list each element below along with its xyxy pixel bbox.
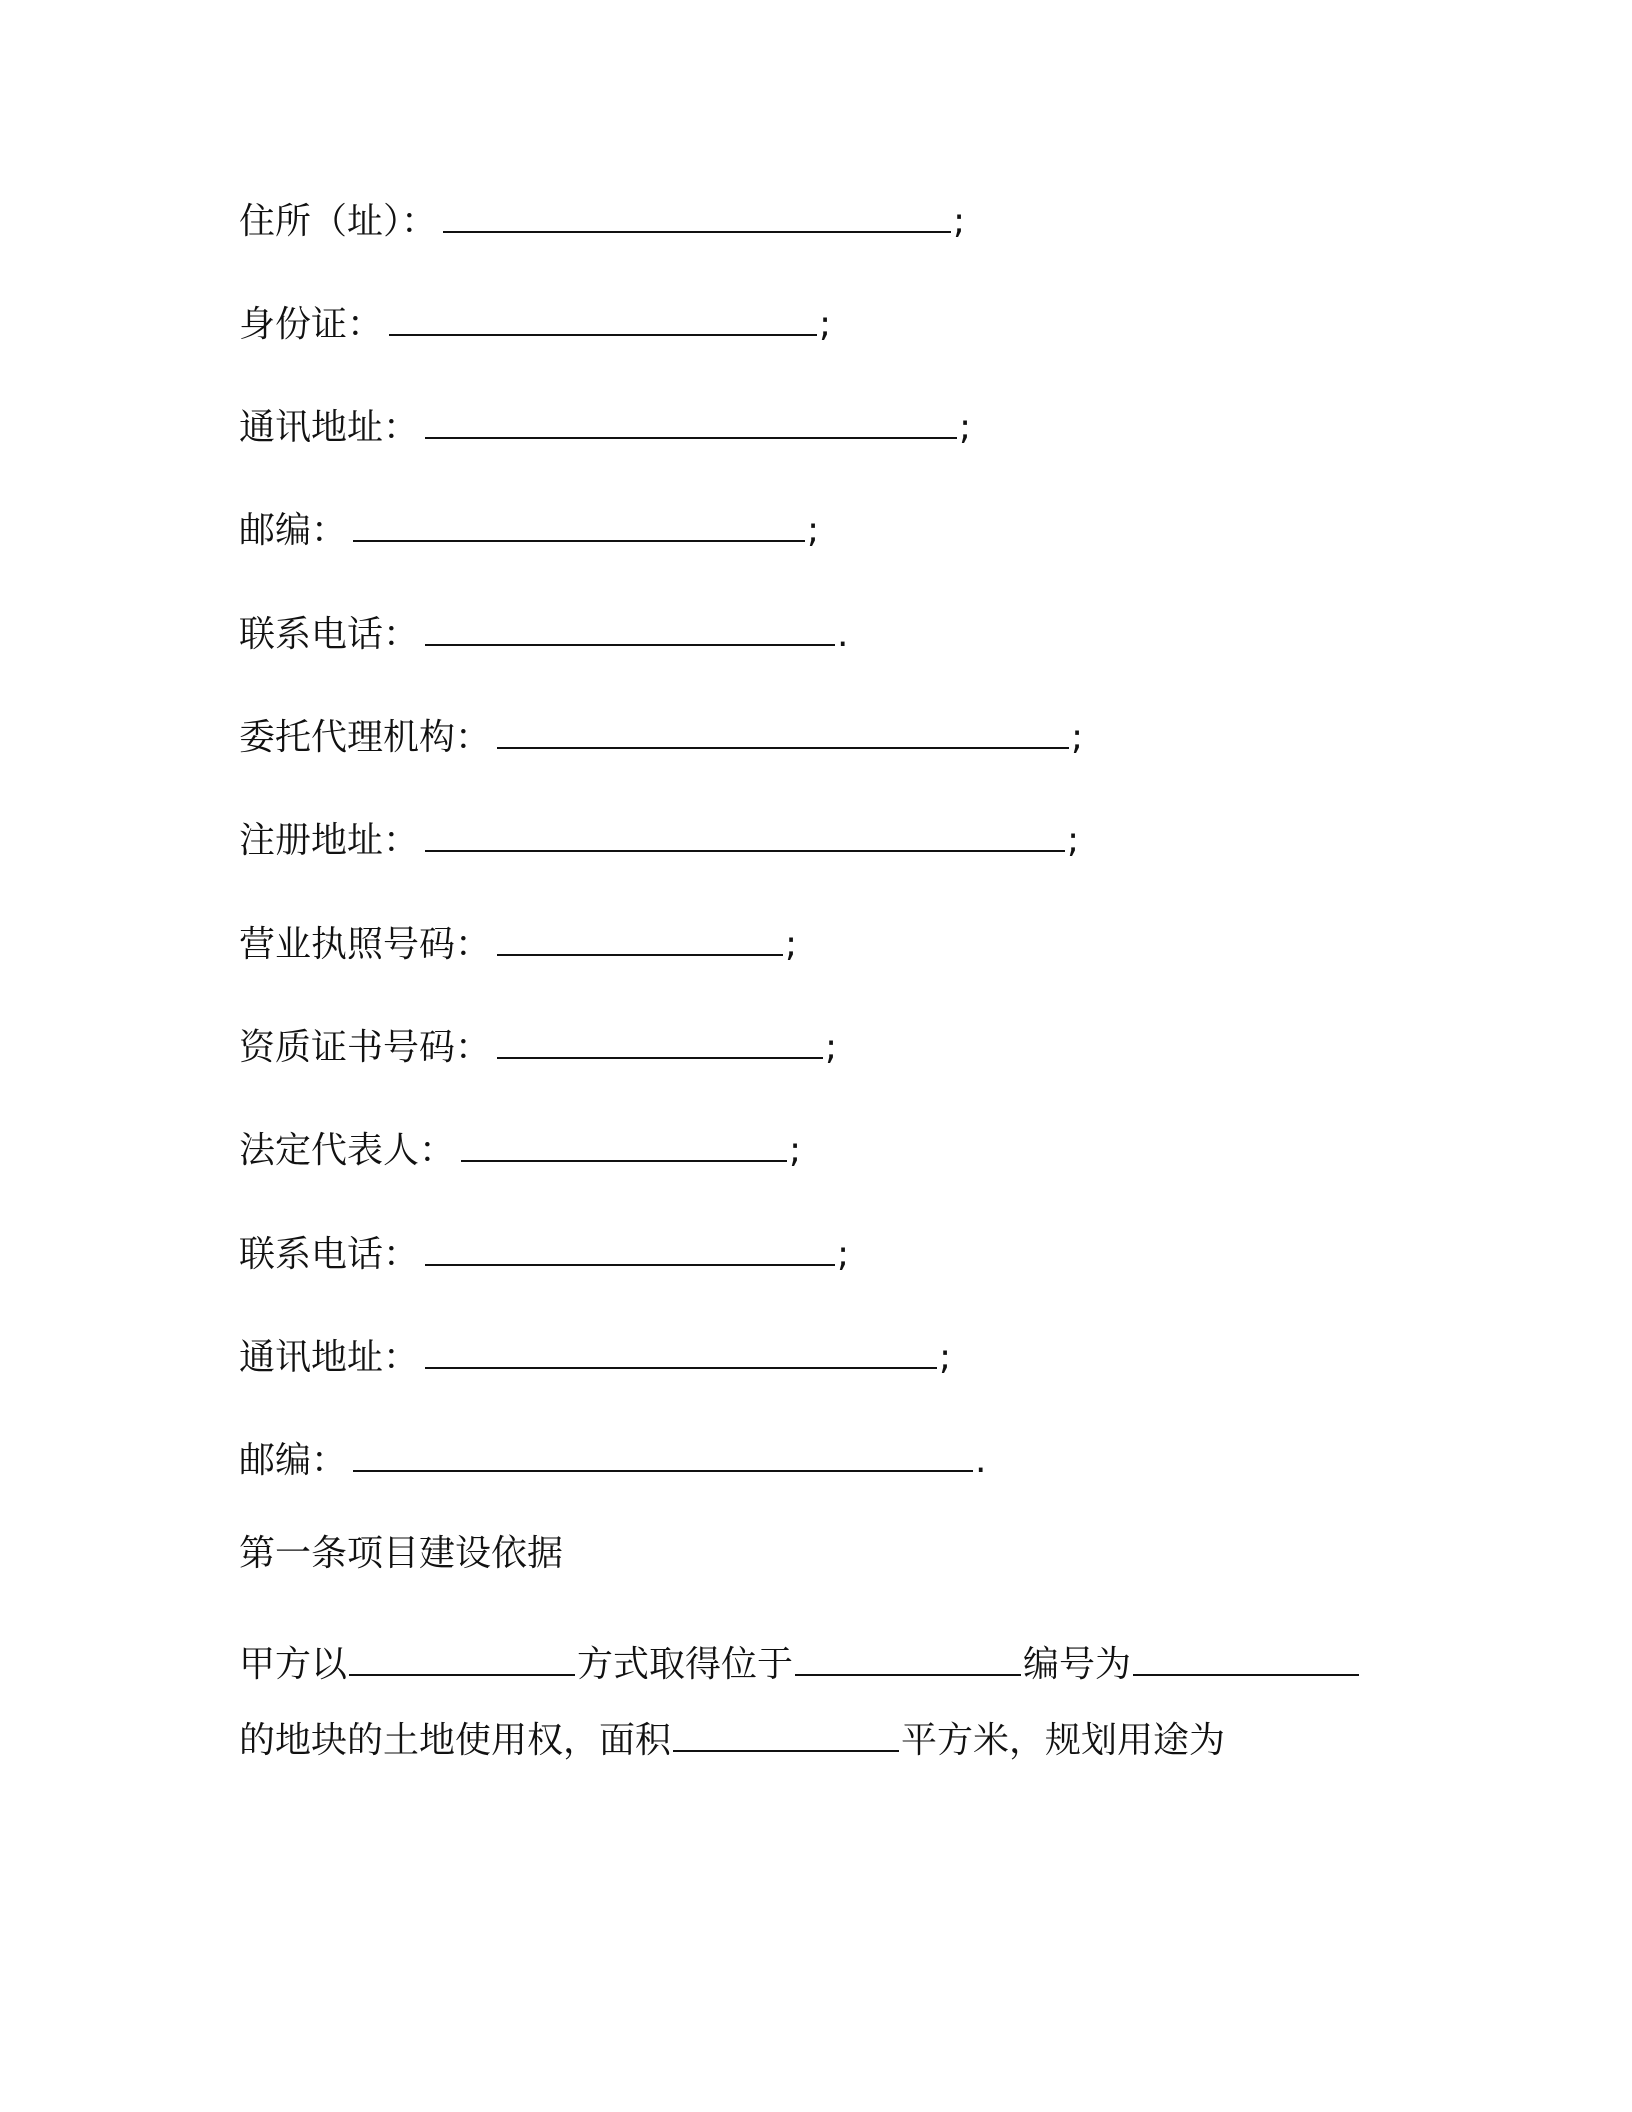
article-paragraph-line-1 — [239, 1636, 1361, 1689]
fill-blank[interactable] — [497, 916, 783, 956]
field-end-punct: ; — [939, 1337, 952, 1378]
field-end-punct: ; — [785, 924, 798, 965]
field-business-license — [239, 916, 797, 969]
paragraph-text: 编号为 — [1023, 1644, 1132, 1685]
fill-blank[interactable] — [425, 812, 1065, 852]
field-label: 营业执照号码： — [239, 924, 492, 965]
field-end-punct: ; — [807, 510, 820, 551]
fill-blank[interactable] — [461, 1122, 787, 1162]
field-label: 住所（址）： — [239, 201, 438, 242]
field-postcode — [239, 502, 819, 555]
field-label: 联系电话： — [239, 614, 420, 655]
field-mailing-address — [239, 399, 971, 452]
field-mailing-address-2 — [239, 1329, 951, 1382]
field-label: 联系电话： — [239, 1234, 420, 1275]
fill-blank[interactable] — [795, 1636, 1021, 1676]
paragraph-text: 平方米，规划用途为 — [901, 1720, 1226, 1761]
field-label: 通讯地址： — [239, 407, 420, 448]
fill-blank[interactable] — [1133, 1636, 1359, 1676]
field-end-punct: ; — [1071, 717, 1084, 758]
field-end-punct: ; — [837, 1234, 850, 1275]
field-postcode-2 — [239, 1432, 986, 1485]
paragraph-text: 的地块的土地使用权，面积 — [239, 1720, 672, 1761]
field-id-card — [239, 296, 831, 349]
article-paragraph-line-2 — [239, 1712, 1225, 1765]
fill-blank[interactable] — [443, 193, 951, 233]
fill-blank[interactable] — [353, 1432, 973, 1472]
fill-blank[interactable] — [425, 1226, 835, 1266]
fill-blank[interactable] — [389, 296, 817, 336]
field-qualification-cert — [239, 1019, 837, 1072]
field-agency — [239, 709, 1083, 762]
field-end-punct: ; — [953, 201, 966, 242]
field-end-punct: ; — [789, 1130, 802, 1171]
field-label: 委托代理机构： — [239, 717, 492, 758]
field-label: 法定代表人： — [239, 1130, 456, 1171]
field-legal-rep — [239, 1122, 801, 1175]
field-end-punct: ; — [825, 1027, 838, 1068]
field-registered-address — [239, 812, 1079, 865]
field-end-punct: ; — [1067, 820, 1080, 861]
field-label: 资质证书号码： — [239, 1027, 492, 1068]
field-label: 身份证： — [239, 304, 384, 345]
field-end-punct: . — [975, 1440, 987, 1481]
fill-blank[interactable] — [349, 1636, 575, 1676]
field-phone-2 — [239, 1226, 849, 1279]
fill-blank[interactable] — [497, 1019, 823, 1059]
field-label: 邮编： — [239, 1440, 348, 1481]
field-end-punct: ; — [959, 407, 972, 448]
fill-blank[interactable] — [425, 606, 835, 646]
field-label: 通讯地址： — [239, 1337, 420, 1378]
article-heading: 第一条项目建设依据 — [239, 1533, 564, 1574]
paragraph-text: 方式取得位于 — [577, 1644, 794, 1685]
field-label: 邮编： — [239, 510, 348, 551]
paragraph-text: 甲方以 — [239, 1644, 348, 1685]
fill-blank[interactable] — [497, 709, 1069, 749]
fill-blank[interactable] — [673, 1712, 899, 1752]
field-end-punct: . — [837, 614, 849, 655]
field-residence — [239, 193, 965, 246]
field-phone — [239, 606, 848, 659]
field-end-punct: ; — [819, 304, 832, 345]
field-label: 注册地址： — [239, 820, 420, 861]
fill-blank[interactable] — [425, 399, 957, 439]
fill-blank[interactable] — [425, 1329, 937, 1369]
fill-blank[interactable] — [353, 502, 805, 542]
